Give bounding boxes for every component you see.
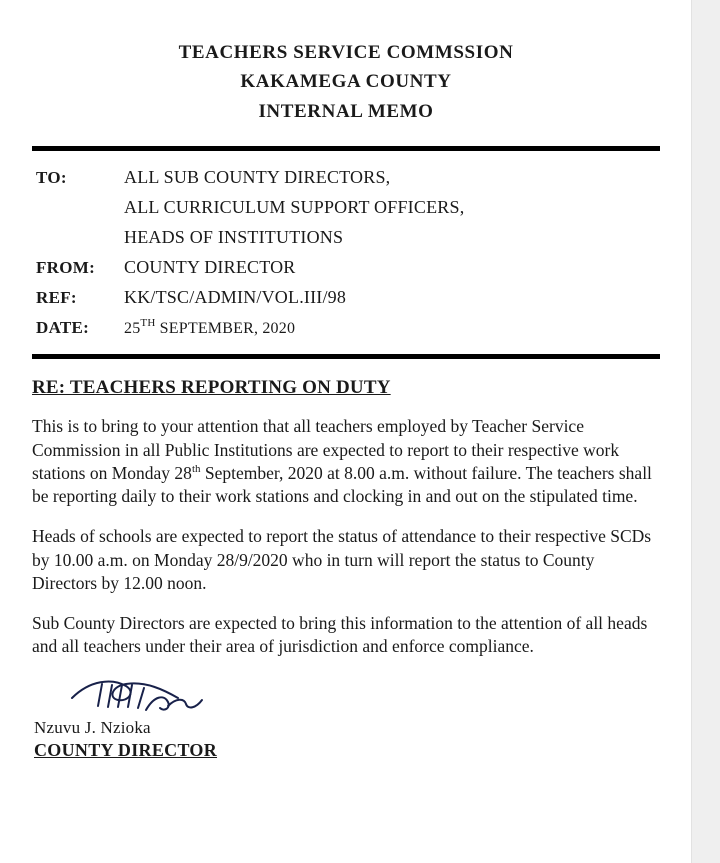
to-value-1: ALL SUB COUNTY DIRECTORS, [124,167,391,188]
paragraph-2: Heads of schools are expected to report the status of attendance to their respective SCDs by 10.00 a.m. on Monday 28/9/2020 who in turn will report the status to County Directors by 12.00 noon. [32,526,652,593]
date-suffix: TH [140,317,156,330]
organization-title: TEACHERS SERVICE COMMSSION [178,42,514,63]
date-value [124,317,295,338]
to-value-2: ALL CURRICULUM SUPPORT OFFICERS, [124,197,465,218]
from-value: COUNTY DIRECTOR [124,257,296,278]
field-to-line-2 [36,197,662,218]
signature-icon [68,676,238,716]
field-from [36,257,662,278]
to-value-3: HEADS OF INSTITUTIONS [124,227,344,248]
memo-body [30,415,662,658]
signatory-title: COUNTY DIRECTOR [34,739,218,760]
field-to-line-3 [36,227,662,248]
paragraph-1-superscript: th [191,463,201,476]
paragraph-3: Sub County Directors are expected to bring this information to the attention of all heads and all teachers under their area of jurisdiction and enforce compliance. [32,613,648,657]
date-day: 25 [124,320,141,338]
page-background-edge [691,0,720,863]
date-label: DATE: [36,318,90,338]
field-date [36,317,662,338]
divider-top [32,146,660,151]
document-type-title: INTERNAL MEMO [258,100,434,122]
county-title: KAKAMEGA COUNTY [240,71,452,93]
signatory-name: Nzuvu J. Nzioka [34,717,151,737]
paragraph-1 [30,415,662,508]
to-label: TO: [36,168,67,188]
document-header [30,38,662,126]
ref-value: KK/TSC/ADMIN/VOL.III/98 [124,287,347,308]
paragraph-1-part-2: September, 2020 at 8.00 a.m. without failure. The teachers shall be reporting daily to their work stations and clocking in and out on the stipulated time. [32,462,652,507]
ref-label: REF: [36,288,77,308]
divider-bottom [32,354,660,359]
date-rest: SEPTEMBER, 2020 [155,320,296,338]
field-to [36,167,662,188]
subject-line: RE: TEACHERS REPORTING ON DUTY [32,377,391,399]
signature-block [30,676,662,761]
field-ref [36,287,662,308]
from-label: FROM: [36,258,96,278]
memo-fields [30,167,662,338]
paragraph-1-part-1: This is to bring to your attention that all teachers employed by Teacher Service Commission in all Public Institutions are expected to report to their respective work stations on Monday 28 [32,416,620,483]
